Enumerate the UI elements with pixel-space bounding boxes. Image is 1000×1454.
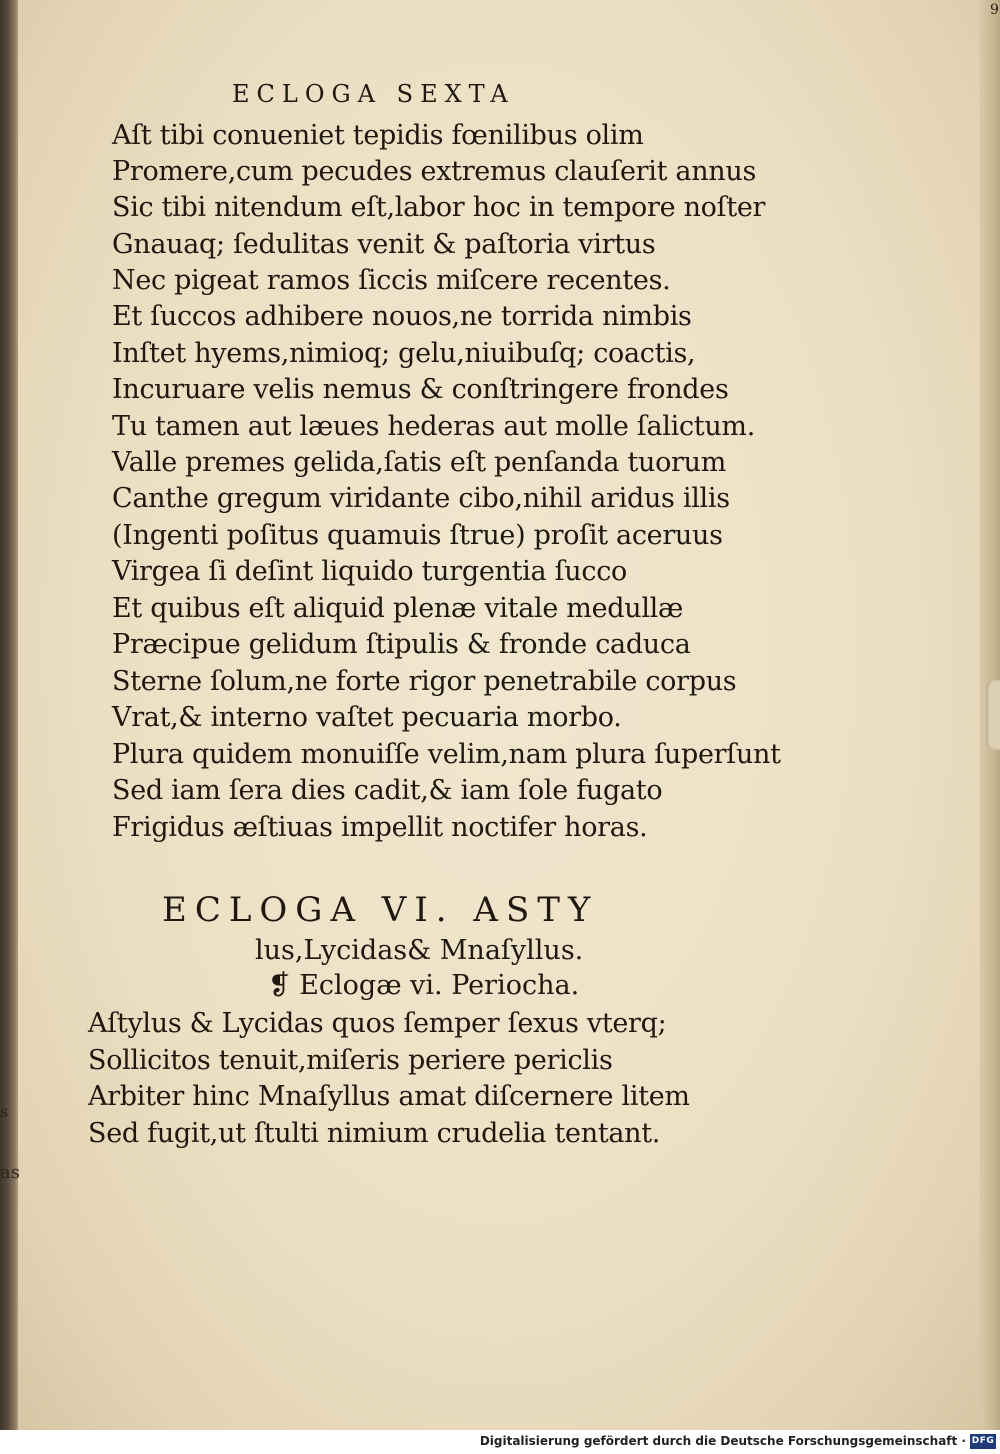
verse-line: Frigidus æſtiuas impellit noctifer horas. bbox=[112, 812, 648, 843]
verse-line: Sed fugit,ut ſtulti nimium crudelia tentant. bbox=[88, 1118, 661, 1149]
verse-line: Aſt tibi conueniet tepidis fœnilibus olim bbox=[112, 120, 644, 151]
digitization-footer bbox=[0, 1430, 1000, 1454]
verse-line: Canthe gregum viridante cibo,nihil aridus illis bbox=[112, 483, 730, 514]
verse-line: Promere,cum pecudes extremus clauſerit annus bbox=[112, 156, 757, 187]
verse-line: Virgea ſi deſint liquido turgentia ſucco bbox=[112, 556, 627, 587]
funding-credit: Digitalisierung gefördert durch die Deutsche Forschungsgemeinschaft · bbox=[479, 1434, 966, 1448]
verse-line: Gnauaq; ſedulitas venit & paſtoria virtus bbox=[112, 229, 656, 260]
verse-line: Arbiter hinc Mnaſyllus amat diſcernere litem bbox=[88, 1081, 690, 1112]
margin-mark-2: as bbox=[0, 1162, 20, 1183]
verse-line: Plura quidem monuiſſe velim,nam plura ſuperſunt bbox=[112, 739, 781, 770]
verse-line: Sterne ſolum,ne forte rigor penetrabile corpus bbox=[112, 666, 737, 697]
verse-line: Et ſuccos adhibere nouos,ne torrida nimbis bbox=[112, 301, 692, 332]
margin-mark-1: s bbox=[0, 1102, 9, 1121]
verse-line: Nec pigeat ramos ſiccis miſcere recentes. bbox=[112, 265, 671, 296]
dfg-logo-icon: DFG bbox=[970, 1434, 996, 1449]
corner-mark: 9 bbox=[990, 2, 999, 18]
verse-line: (Ingenti poſitus quamuis ſtrue) proſit aceruus bbox=[112, 520, 723, 551]
verse-line: Aſtylus & Lycidas quos ſemper ſexus vterq; bbox=[88, 1008, 667, 1039]
section-heading-ecloga-sexta: ECLOGA SEXTA bbox=[232, 80, 515, 108]
verse-line: Sic tibi nitendum eſt,labor hoc in tempore noſter bbox=[112, 192, 766, 223]
verse-line: Tu tamen aut læues hederas aut molle ſalictum. bbox=[112, 411, 756, 442]
section-subheading-periocha: ❡ Eclogæ vi. Periocha. bbox=[268, 970, 580, 1001]
verse-line: Sollicitos tenuit,miſeris periere periclis bbox=[88, 1045, 613, 1076]
section-subheading-speakers: lus,Lycidas& Mnaſyllus. bbox=[255, 935, 584, 966]
verse-line: Præcipue gelidum ſtipulis & fronde caduca bbox=[112, 629, 691, 660]
verse-line: Valle premes gelida,ſatis eſt penſanda tuorum bbox=[112, 447, 727, 478]
book-binding-edge bbox=[0, 0, 20, 1430]
verse-line: Et quibus eſt aliquid plenæ vitale medullæ bbox=[112, 593, 684, 624]
section-heading-ecloga-vi: ECLOGA VI. ASTY bbox=[162, 890, 599, 930]
page-tab bbox=[986, 680, 1000, 750]
verse-line: Vrat,& interno vaſtet pecuaria morbo. bbox=[112, 702, 622, 733]
verse-line: Sed iam ſera dies cadit,& iam ſole fugato bbox=[112, 775, 663, 806]
verse-line: Inſtet hyems,nimioq; gelu,niuibuſq; coactis, bbox=[112, 338, 696, 369]
verse-line: Incuruare velis nemus & conſtringere frondes bbox=[112, 374, 729, 405]
